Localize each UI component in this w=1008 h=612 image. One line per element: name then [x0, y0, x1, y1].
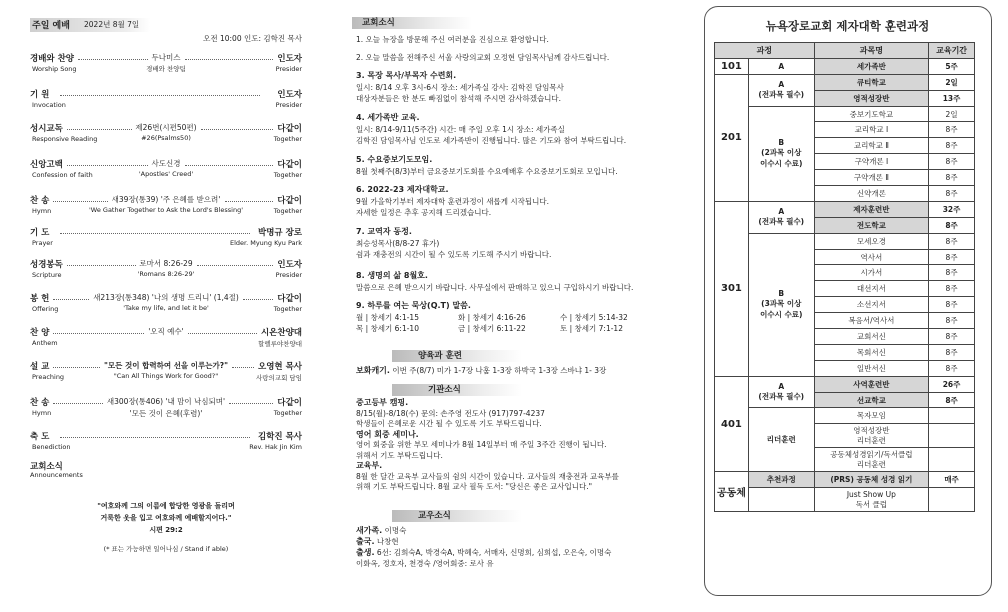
track-label: B — [778, 138, 785, 148]
worship-date: 2022년 8월 7일 — [84, 20, 140, 29]
verse-reference: 시편 29:2 — [149, 526, 183, 534]
item-title-en: Preaching — [32, 373, 65, 381]
table-row — [715, 233, 975, 249]
period-cell — [929, 448, 975, 472]
period-cell: 8주 — [929, 281, 975, 297]
item-content: 새300장(통406) '내 맘이 낙심되며' — [106, 397, 226, 406]
item-leader: 박명규 장로 — [257, 228, 302, 238]
table-row — [715, 488, 975, 512]
news-line: 이명숙 — [384, 526, 407, 535]
course-cell: 모세오경 — [814, 233, 929, 249]
period-cell: 8주 — [929, 170, 975, 186]
church-news — [352, 0, 692, 612]
period-cell: 8주 — [929, 329, 975, 345]
period-cell: 13주 — [929, 90, 975, 106]
reading: 토 | 창세기 7:1-12 — [560, 324, 623, 333]
item-title: 기 도 — [30, 228, 50, 238]
sermon-title-en: "Can All Things Work for Good?" — [113, 372, 219, 380]
course-cell — [814, 424, 929, 448]
period-cell: 8주 — [929, 360, 975, 376]
dotted-leader — [53, 403, 103, 404]
item-leader-en: Together — [273, 171, 302, 179]
level-cell: 201 — [715, 74, 749, 201]
track-cell: A — [748, 58, 814, 74]
news-item — [356, 70, 692, 105]
item-content: 새39장(통39) '주 은혜를 받으려' — [111, 195, 221, 204]
bible-verse — [30, 500, 302, 536]
item-title-en: Responsive Reading — [32, 135, 98, 143]
news-item: 2. 오늘 말씀을 전해주신 서울 사랑의교회 오정현 담임목사님께 감사드립니다. — [356, 53, 610, 62]
worship-item — [30, 194, 302, 224]
worship-item — [30, 88, 302, 118]
dotted-leader — [53, 299, 89, 300]
reading-row — [356, 323, 692, 335]
worship-item — [30, 258, 302, 288]
course-cell: 중보기도학교 — [814, 106, 929, 122]
item-content-en: #26(Psalms50) — [141, 134, 191, 142]
level-cell: 401 — [715, 376, 749, 472]
course-cell: 교리학교 Ⅱ — [814, 138, 929, 154]
course-cell: 제자훈련반 — [814, 201, 929, 217]
period-cell: 8주 — [929, 344, 975, 360]
course-cell — [814, 488, 929, 512]
course-cell: 사역훈련반 — [814, 376, 929, 392]
dotted-leader — [60, 233, 250, 234]
verse-line: 거룩한 옷을 입고 여호와께 예배할지어다." — [100, 514, 232, 522]
news-title: 출생. — [356, 548, 375, 557]
item-title: 찬 양 — [30, 328, 50, 338]
course-cell: 소선지서 — [814, 297, 929, 313]
dotted-leader — [53, 367, 100, 368]
dotted-leader — [53, 333, 144, 334]
track-cell — [748, 488, 814, 512]
course-cell: 복음서/역사서 — [814, 313, 929, 329]
item-leader: 인도자 — [277, 54, 302, 64]
period-cell: 8주 — [929, 392, 975, 408]
period-cell — [929, 424, 975, 448]
item-leader: 인도자 — [277, 90, 302, 100]
news-title: 5. 수요중보기도모임. — [356, 155, 433, 164]
item-title-en: Hymn — [32, 409, 52, 417]
period-cell: 8주 — [929, 138, 975, 154]
news-line: 나창현 — [376, 537, 399, 546]
curriculum-title: 뉴욕장로교회 제자대학 훈련과정 — [765, 19, 930, 33]
news-item — [356, 226, 692, 261]
dotted-leader — [229, 403, 273, 404]
news-title: 7. 교역자 동정. — [356, 227, 412, 236]
period-cell: 8주 — [929, 297, 975, 313]
news-title: 8. 생명의 삶 8월호. — [356, 271, 428, 280]
item-leader: 인도자 — [277, 260, 302, 270]
course-line: 리더훈련 — [856, 435, 886, 445]
period-cell: 매주 — [929, 472, 975, 488]
course-cell: 목회서신 — [814, 344, 929, 360]
news-title: 9. 하루를 여는 묵상(Q.T) 말씀. — [356, 301, 471, 310]
track-sub: (3과목 이상 — [761, 299, 802, 309]
sermon-title: "모든 것이 합력하여 선을 이루는가?" — [103, 361, 229, 370]
period-cell: 8주 — [929, 186, 975, 202]
news-item: 1. 오늘 뉴장을 방문해 주신 여러분을 진심으로 환영합니다. — [356, 35, 549, 44]
level-cell: 101 — [715, 58, 749, 74]
track-sub: 이수시 수료) — [760, 310, 803, 320]
item-leader-en: Together — [273, 135, 302, 143]
worship-item — [30, 158, 302, 188]
member-header: 교우소식 — [392, 510, 522, 522]
news-line: 8월 첫째주(8/3)부터 금요중보기도회를 수요예배후 수요중보기도회로 모입니다. — [356, 166, 618, 176]
item-leader: 다같이 — [277, 196, 302, 206]
news-title: 보화캐기. — [356, 366, 390, 375]
news-item — [356, 300, 692, 335]
item-content: 사도신경 — [151, 159, 181, 168]
worship-item — [30, 226, 302, 256]
level-cell: 301 — [715, 201, 749, 376]
table-row — [715, 58, 975, 74]
item-content: 제26번(시편50편) — [135, 123, 197, 132]
news-title: 4. 세가족반 교육. — [356, 113, 420, 122]
dotted-leader — [60, 437, 250, 438]
period-cell: 8주 — [929, 154, 975, 170]
track-cell — [748, 74, 814, 106]
news-title: 중고등부 캠핑. — [356, 398, 409, 407]
item-title: 경배와 찬양 — [30, 54, 75, 64]
item-leader-en: Rev. Hak Jin Kim — [249, 443, 302, 451]
news-line: 8/15(월)-8/18(수) 문의: 손주영 전도사 (917)797-4237 — [356, 408, 545, 418]
item-leader-en: Presider — [275, 101, 302, 109]
item-title: 성경봉독 — [30, 260, 63, 270]
item-content-en: 'Take my life, and let it be' — [123, 304, 209, 312]
period-cell — [929, 408, 975, 424]
dotted-leader — [197, 265, 274, 266]
item-leader-en: Together — [273, 305, 302, 313]
item-leader-en: 할렐루야찬양대 — [258, 340, 302, 348]
news-line: 일시: 8/14 오후 3시-6시 장소: 세가족실 강사: 김학진 담임목사 — [356, 82, 564, 92]
news-header: 교회소식 — [352, 17, 472, 29]
course-line: Just Show Up — [846, 489, 896, 499]
news-line: 8월 한 달간 교육부 교사들의 쉼의 시간이 있습니다. 교사들의 재충전과 교육부를 — [356, 471, 619, 481]
worship-time: 오전 10:00 인도: 김학진 목사 — [203, 34, 302, 43]
curriculum-panel — [700, 0, 995, 612]
item-content: 로마서 8:26-29 — [139, 259, 193, 268]
period-cell: 8주 — [929, 249, 975, 265]
item-content-en: 'Romans 8:26-29' — [137, 270, 195, 278]
item-leader: 시온찬양대 — [260, 328, 302, 338]
item-content-en: 'We Gather Together to Ask the Lord's Blessing' — [89, 206, 243, 214]
item-title: 찬 송 — [30, 398, 50, 408]
item-title: 축 도 — [30, 432, 50, 442]
item-leader-en: Elder. Myung Kyu Park — [229, 239, 302, 247]
news-line: 이화옥, 정호자, 천경숙 /영어회중: 로사 유 — [356, 559, 494, 568]
worship-item — [30, 360, 302, 390]
item-title: 기 원 — [30, 90, 50, 100]
news-title: 새가족. — [356, 526, 383, 535]
item-title-en: Invocation — [32, 101, 66, 109]
header-cell: 과목명 — [814, 43, 929, 59]
track-sub: (2과목 이상 — [761, 148, 802, 158]
course-line: 리더훈련 — [856, 459, 886, 469]
course-cell: 교회서신 — [814, 329, 929, 345]
dotted-leader — [201, 129, 274, 130]
news-title: 출국. — [356, 537, 375, 546]
track-sub: 이수시 수료) — [760, 159, 803, 169]
dotted-leader — [60, 95, 260, 96]
news-line: 대상자분들은 한 분도 빠짐없이 참석해 주시면 감사하겠습니다. — [356, 94, 562, 103]
track-cell: 추천과정 — [748, 472, 814, 488]
course-cell: 일반서신 — [814, 360, 929, 376]
item-leader-en: Presider — [275, 65, 302, 73]
worship-order — [30, 0, 302, 612]
course-cell: 역사서 — [814, 249, 929, 265]
period-cell: 32주 — [929, 201, 975, 217]
period-cell: 8주 — [929, 233, 975, 249]
track-cell — [748, 233, 814, 376]
dotted-leader — [67, 265, 136, 266]
news-line: 쉼과 재충전의 시간이 될 수 있도록 기도해 주시기 바랍니다. — [356, 250, 552, 259]
item-leader: 다같이 — [277, 294, 302, 304]
item-content: '오직 예수' — [148, 327, 184, 336]
item-title: 신앙고백 — [30, 160, 63, 170]
news-title: 영어 회중 세미나. — [356, 429, 419, 439]
period-cell: 2일 — [929, 106, 975, 122]
item-title-en: Hymn — [32, 207, 52, 215]
item-content-en: 'Apostles' Creed' — [138, 170, 194, 178]
news-title: 3. 목장 목사/부목자 수련회. — [356, 71, 457, 80]
course-cell — [814, 448, 929, 472]
item-leader: 다같이 — [277, 160, 302, 170]
track-cell — [748, 106, 814, 201]
track-cell — [748, 201, 814, 233]
worship-item — [30, 52, 302, 82]
period-cell: 8주 — [929, 122, 975, 138]
course-cell: 교리학교 Ⅰ — [814, 122, 929, 138]
news-title: 교육부. — [356, 461, 383, 470]
worship-item — [30, 292, 302, 322]
news-item — [356, 112, 692, 147]
reading: 월 | 창세기 4:1-15 — [356, 312, 419, 322]
news-line: 최승성목사(8/8-27 휴가) — [356, 238, 440, 248]
dotted-leader — [67, 165, 148, 166]
item-content: 새213장(통348) '나의 생명 드리니' (1,4절) — [93, 293, 239, 302]
track-sub: (전과목 필수) — [758, 392, 805, 402]
dotted-leader — [243, 299, 273, 300]
dotted-leader — [67, 129, 132, 130]
dotted-leader — [232, 367, 254, 368]
member-news — [356, 525, 692, 569]
reading: 수 | 창세기 5:14-32 — [560, 312, 628, 322]
news-item — [356, 154, 692, 177]
stand-note: (* 표는 가능하면 일어나심 / Stand if able) — [103, 545, 229, 553]
dotted-leader — [185, 59, 274, 60]
course-line: 독서 클럽 — [855, 499, 888, 509]
news-title: 6. 2022-23 제자대학교. — [356, 185, 449, 194]
item-leader: 김학진 목사 — [257, 432, 302, 442]
reading-row — [356, 312, 692, 324]
worship-item — [30, 396, 302, 426]
item-title-en: Confession of faith — [32, 171, 93, 179]
track-cell: 리더훈련 — [748, 408, 814, 472]
item-leader-en: Presider — [275, 271, 302, 279]
track-sub: (전과목 필수) — [758, 90, 805, 100]
course-line: 공동체성경읽기/독서클럽 — [830, 449, 913, 459]
period-cell: 26주 — [929, 376, 975, 392]
verse-line: "여호와께 그의 이름에 합당한 영광을 돌리며 — [97, 502, 235, 510]
level-cell: 공동체 — [715, 472, 749, 512]
dotted-leader — [185, 165, 274, 166]
item-title: 봉 헌 — [30, 294, 50, 304]
table-row — [715, 106, 975, 122]
track-cell — [748, 376, 814, 408]
item-leader-en: Together — [273, 409, 302, 417]
org-news — [356, 398, 692, 493]
table-row — [715, 408, 975, 424]
item-leader: 다같이 — [277, 124, 302, 134]
table-header-row — [715, 43, 975, 59]
item-title: 설 교 — [30, 362, 50, 372]
news-line: 9월 가을학기부터 제자대학 훈련과정이 새롭게 시작됩니다. — [356, 196, 549, 206]
news-item — [356, 184, 692, 219]
dotted-leader — [78, 59, 148, 60]
period-cell: 2일 — [929, 74, 975, 90]
item-title-en: Anthem — [32, 339, 58, 347]
period-cell: 8주 — [929, 313, 975, 329]
course-cell: 대선지서 — [814, 281, 929, 297]
training-header: 양육과 훈련 — [392, 350, 522, 362]
item-title: 성시교독 — [30, 124, 63, 134]
item-content-en: 경배와 찬양팀 — [146, 65, 186, 73]
table-row — [715, 74, 975, 90]
header-cell: 교육기간 — [929, 43, 975, 59]
worship-title: 주일 예배 — [32, 21, 70, 31]
item-title: 찬 송 — [30, 196, 50, 206]
table-row — [715, 472, 975, 488]
track-label: A — [778, 80, 785, 90]
dotted-leader — [188, 333, 257, 334]
dotted-leader — [225, 201, 274, 202]
news-line: 자세한 일정은 추후 공지해 드리겠습니다. — [356, 208, 492, 217]
news-line: 위해서 기도 부탁드립니다. — [356, 450, 443, 460]
course-cell: 구약개론 Ⅱ — [814, 170, 929, 186]
worship-item — [30, 122, 302, 152]
item-leader: 오영현 목사 — [257, 362, 302, 372]
item-leader-en: 사랑의교회 담임 — [255, 374, 302, 382]
item-title-en: Offering — [32, 305, 59, 313]
track-label: B — [778, 289, 785, 299]
header-cell: 과정 — [715, 43, 815, 59]
news-line: 김학진 담임목사님 인도로 세가족반이 진행됩니다. 많은 기도와 참여 부탁드립니다. — [356, 136, 627, 145]
announcements-label-en: Announcements — [30, 471, 83, 479]
course-line: 영적성장반 — [853, 425, 890, 435]
news-line: 일시: 8/14-9/11(5주간) 시간: 매 주일 오후 1시 장소: 세가족실 — [356, 124, 565, 134]
news-item — [356, 270, 692, 293]
announcements-label: 교회소식 — [30, 462, 63, 472]
course-cell: 영적성장반 — [814, 90, 929, 106]
course-cell: 시가서 — [814, 265, 929, 281]
track-label: A — [778, 207, 785, 217]
course-cell: 전도학교 — [814, 217, 929, 233]
course-cell: 선교학교 — [814, 392, 929, 408]
worship-header — [30, 18, 150, 32]
track-label: A — [778, 382, 785, 392]
worship-item — [30, 326, 302, 356]
table-row — [715, 201, 975, 217]
period-cell: 5주 — [929, 58, 975, 74]
news-line: 영어 회중을 위한 부모 세미나가 8월 14일부터 매 주일 3주간 진행이 됩니다. — [356, 440, 607, 449]
course-cell: 구약개론 Ⅰ — [814, 154, 929, 170]
news-line: 이번 주(8/7) 미가 1-7장 나훔 1-3장 하박국 1-3장 스바냐 1- 3장 — [392, 366, 607, 375]
curriculum-table — [714, 42, 975, 512]
item-content: 두나미스 — [151, 53, 181, 62]
news-line: 위해 기도 부탁드립니다. 8월 교사 필독 도서: "당신은 좋은 교사입니다." — [356, 482, 593, 491]
item-leader: 다같이 — [277, 398, 302, 408]
news-line: 6선: 김희숙A, 박경숙A, 박혜숙, 서매자, 신명희, 심희섭, 오은숙, 이명숙 — [376, 548, 612, 557]
worship-item — [30, 430, 302, 460]
item-title-en: Worship Song — [32, 65, 77, 73]
course-cell: 목자모임 — [814, 408, 929, 424]
reading: 화 | 창세기 4:16-26 — [458, 312, 526, 322]
item-leader-en: Together — [273, 207, 302, 215]
item-content-en: '모든 것이 은혜(후렴)' — [129, 409, 203, 418]
period-cell: 8주 — [929, 265, 975, 281]
course-cell: 세가족반 — [814, 58, 929, 74]
dotted-leader — [53, 201, 108, 202]
course-cell: 신약개론 — [814, 186, 929, 202]
course-cell: 큐티학교 — [814, 74, 929, 90]
training-item — [356, 365, 692, 377]
reading: 금 | 창세기 6:11-22 — [458, 324, 526, 333]
track-sub: (전과목 필수) — [758, 217, 805, 227]
item-title-en: Prayer — [32, 239, 53, 247]
period-cell — [929, 488, 975, 512]
news-line: 학생들이 은혜로운 시간 될 수 있도록 기도 부탁드립니다. — [356, 419, 542, 428]
period-cell: 8주 — [929, 217, 975, 233]
org-header: 기관소식 — [392, 384, 522, 396]
item-title-en: Benediction — [32, 443, 71, 451]
course-cell: (PRS) 공동체 성경 읽기 — [814, 472, 929, 488]
table-row — [715, 376, 975, 392]
news-line: 말씀으로 은혜 받으시기 바랍니다. 사무실에서 판매하고 있으니 구입하시기 바랍니다. — [356, 282, 634, 292]
item-title-en: Scripture — [32, 271, 62, 279]
reading: 목 | 창세기 6:1-10 — [356, 324, 419, 333]
